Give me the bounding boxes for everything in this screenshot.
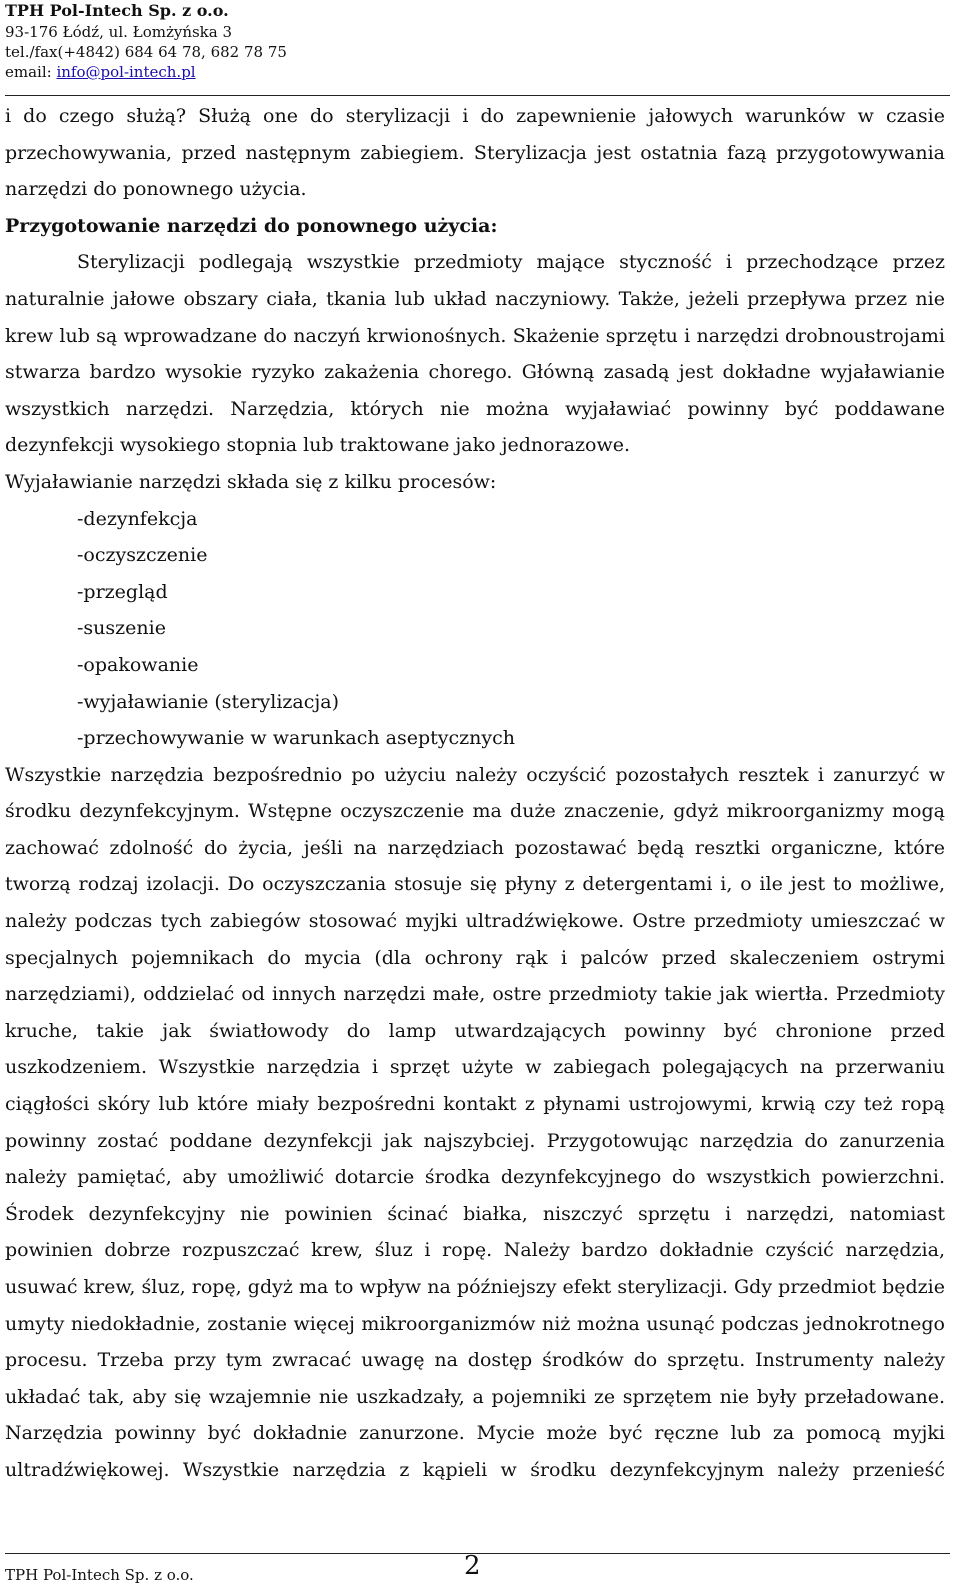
process-steps-list <box>5 501 945 757</box>
list-item: -opakowanie <box>77 653 199 676</box>
page-number: 2 <box>464 1551 481 1581</box>
company-name: TPH Pol-Intech Sp. z o.o. <box>5 1 229 20</box>
list-item: -oczyszczenie <box>77 544 208 567</box>
footer-company-name: TPH Pol-Intech Sp. z o.o. <box>5 1566 194 1584</box>
company-address: 93-176 Łódź, ul. Łomżyńska 3 <box>5 23 233 41</box>
intro-paragraph: i do czego służą? Służą one do sterylizacji i do zapewnienie jałowych warunków w czasie przechowywania, przed następnym zabiegiem. Sterylizacja jest ostatnia fazą przygotowywania narzędzi do ponownego użycia. <box>5 105 945 201</box>
company-phone: tel./fax(+4842) 684 64 78, 682 78 75 <box>5 43 287 61</box>
email-link[interactable]: info@pol-intech.pl <box>56 63 196 81</box>
list-item: -suszenie <box>77 617 166 640</box>
paragraph-sterilization: Sterylizacji podlegają wszystkie przedmioty mające styczność i przechodzące przez naturalnie jałowe obszary ciała, tkania lub układ naczyniowy. Także, jeżeli przepływa przez nie krew lub są wprowadzane do naczyń krwionośnych. Skażenie sprzętu i narzędzi drobnoustrojami stwarza bardzo wysokie ryzyko zakażenia chorego. Główną zasadą jest dokładne wyjaławianie wszystkich narzędzi. Narzędzia, których nie można wyjaławiać powinny być poddawane dezynfekcji wysokiego stopnia lub traktowane jako jednorazowe. <box>5 251 945 457</box>
list-item: -dezynfekcja <box>77 507 198 530</box>
list-intro: Wyjaławianie narzędzi składa się z kilku procesów: <box>5 470 497 493</box>
list-item: -przechowywanie w warunkach aseptycznych <box>77 727 515 750</box>
company-email-line <box>5 62 950 82</box>
section-heading: Przygotowanie narzędzi do ponownego użycia: <box>5 214 498 237</box>
document-body <box>5 98 945 1489</box>
paragraph-cleaning: Wszystkie narzędzia bezpośrednio po użyciu należy oczyścić pozostałych resztek i zanurzyć w środku dezynfekcyjnym. Wstępne oczyszczenie ma duże znaczenie, gdyż mikroorganizmy mogą zachować zdolność do życia, jeśli na narzędziach pozostawać będą resztki organiczne, które tworzą rodzaj izolacji. Do oczyszczania stosuje się płyny z detergentami i, o ile jest to możliwe, należy podczas tych zabiegów stosować myjki ultradźwiękowe. Ostre przedmioty umieszczać w specjalnych pojemnikach do mycia (dla ochrony rąk i palców przed skaleczeniem ostrymi narzędziami), oddzielać od innych narzędzi małe, ostre przedmioty takie jak wiertła. Przedmioty kruche, takie jak światłowody do lamp utwardzających powinny być chronione przed uszkodzeniem. Wszystkie narzędzia i sprzęt użyte w zabiegach polegających na przerwaniu ciągłości skóry lub które miały bezpośredni kontakt z płynami ustrojowymi, krwią czy też ropą powinny zostać poddane dezynfekcji jak najszybciej. Przygotowując narzędzia do zanurzenia należy pamiętać, aby umożliwić dotarcie środka dezynfekcyjnego do wszystkich powierzchni. Środek dezynfekcyjny nie powinien ścinać białka, niszczyć sprzętu i narzędzi, natomiast powinien dobrze rozpuszczać krew, śluz i ropę. Należy bardzo dokładnie czyścić narzędzia, usuwać krew, śluz, ropę, gdyż ma to wpływ na późniejszy efekt sterylizacji. Gdy przedmiot będzie umyty niedokładnie, zostanie więcej mikroorganizmów niż można usunąć podczas jednokrotnego procesu. Trzeba przy tym zwracać uwagę na dostęp środków do sprzętu. Instrumenty należy układać tak, aby się wzajemnie nie uszkadzały, a pojemniki ze sprzętem nie były przeładowane. Narzędzia powinny być dokładnie zanurzone. Mycie może być ręczne lub za pomocą myjki ultradźwiękowej. Wszystkie narzędzia z kąpieli w środku dezynfekcyjnym należy przenieść <box>5 763 945 1481</box>
header-divider <box>5 95 950 96</box>
list-item: -przegląd <box>77 580 168 603</box>
email-label: email: <box>5 63 57 81</box>
list-item: -wyjaławianie (sterylizacja) <box>77 690 340 713</box>
letterhead <box>5 0 950 82</box>
